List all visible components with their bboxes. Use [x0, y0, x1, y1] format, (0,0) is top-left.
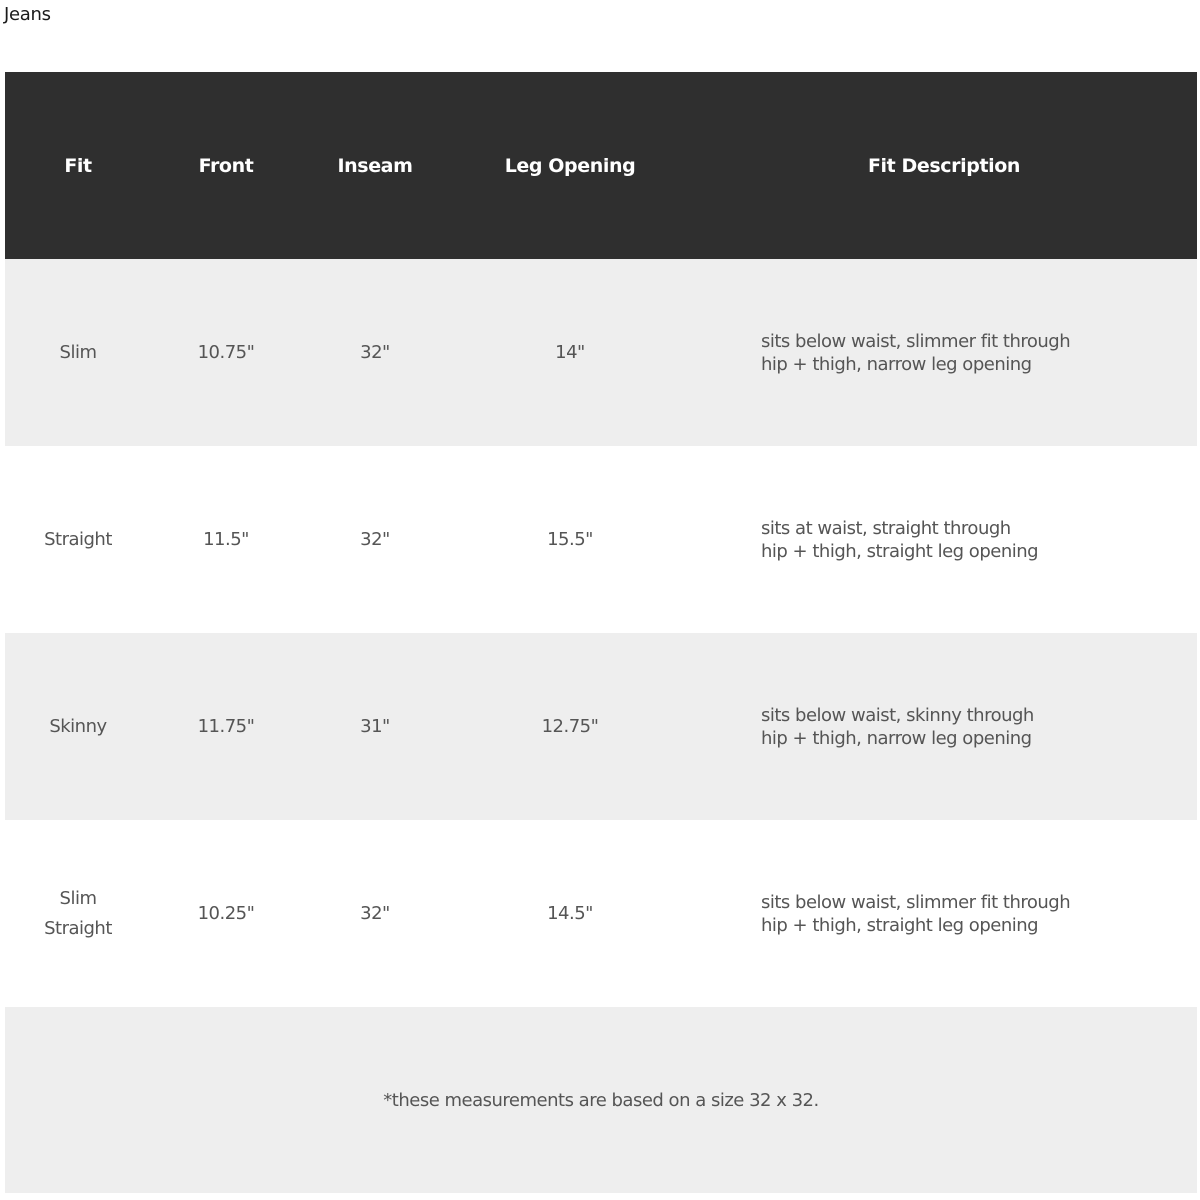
cell-front: 11.75" — [151, 633, 301, 820]
size-chart-table — [5, 72, 1197, 1193]
cell-front: 10.75" — [151, 259, 301, 446]
cell-fit — [5, 820, 151, 1007]
cell-leg-opening: 12.75" — [449, 633, 691, 820]
description-line: hip + thigh, narrow leg opening — [761, 353, 1032, 375]
table-row — [5, 446, 1197, 633]
header-front: Front — [151, 72, 301, 259]
header-row — [5, 72, 1197, 259]
table-body — [5, 259, 1197, 1007]
cell-leg-opening: 15.5" — [449, 446, 691, 633]
header-inseam: Inseam — [301, 72, 449, 259]
cell-front: 11.5" — [151, 446, 301, 633]
cell-inseam: 32" — [301, 259, 449, 446]
header-fit-description: Fit Description — [691, 72, 1197, 259]
header-fit: Fit — [5, 72, 151, 259]
description-line: sits below waist, slimmer fit through — [761, 891, 1071, 913]
table-row — [5, 633, 1197, 820]
description-line: sits below waist, skinny through — [761, 704, 1034, 726]
table-row — [5, 820, 1197, 1007]
fit-name: Straight — [44, 528, 112, 550]
description-line: hip + thigh, narrow leg opening — [761, 727, 1032, 749]
cell-fit-description — [691, 633, 1197, 820]
table-header — [5, 72, 1197, 259]
cell-fit — [5, 446, 151, 633]
table-row — [5, 259, 1197, 446]
fit-name: Slim — [59, 341, 97, 363]
footnote-row — [5, 1007, 1197, 1193]
header-leg-opening: Leg Opening — [449, 72, 691, 259]
cell-front: 10.25" — [151, 820, 301, 1007]
cell-leg-opening: 14.5" — [449, 820, 691, 1007]
cell-inseam: 32" — [301, 820, 449, 1007]
fit-name: Skinny — [49, 715, 107, 737]
footnote: *these measurements are based on a size 32 x 32. — [5, 1007, 1197, 1193]
cell-fit-description — [691, 820, 1197, 1007]
table-footer — [5, 1007, 1197, 1193]
fit-name: Slim Straight — [44, 887, 112, 939]
cell-inseam: 32" — [301, 446, 449, 633]
cell-fit-description — [691, 259, 1197, 446]
description-line: sits at waist, straight through — [761, 517, 1011, 539]
description-line: hip + thigh, straight leg opening — [761, 914, 1039, 936]
description-line: sits below waist, slimmer fit through — [761, 330, 1071, 352]
cell-inseam: 31" — [301, 633, 449, 820]
cell-fit — [5, 259, 151, 446]
cell-leg-opening: 14" — [449, 259, 691, 446]
page-title: Jeans — [4, 4, 51, 25]
description-line: hip + thigh, straight leg opening — [761, 540, 1039, 562]
cell-fit — [5, 633, 151, 820]
cell-fit-description — [691, 446, 1197, 633]
